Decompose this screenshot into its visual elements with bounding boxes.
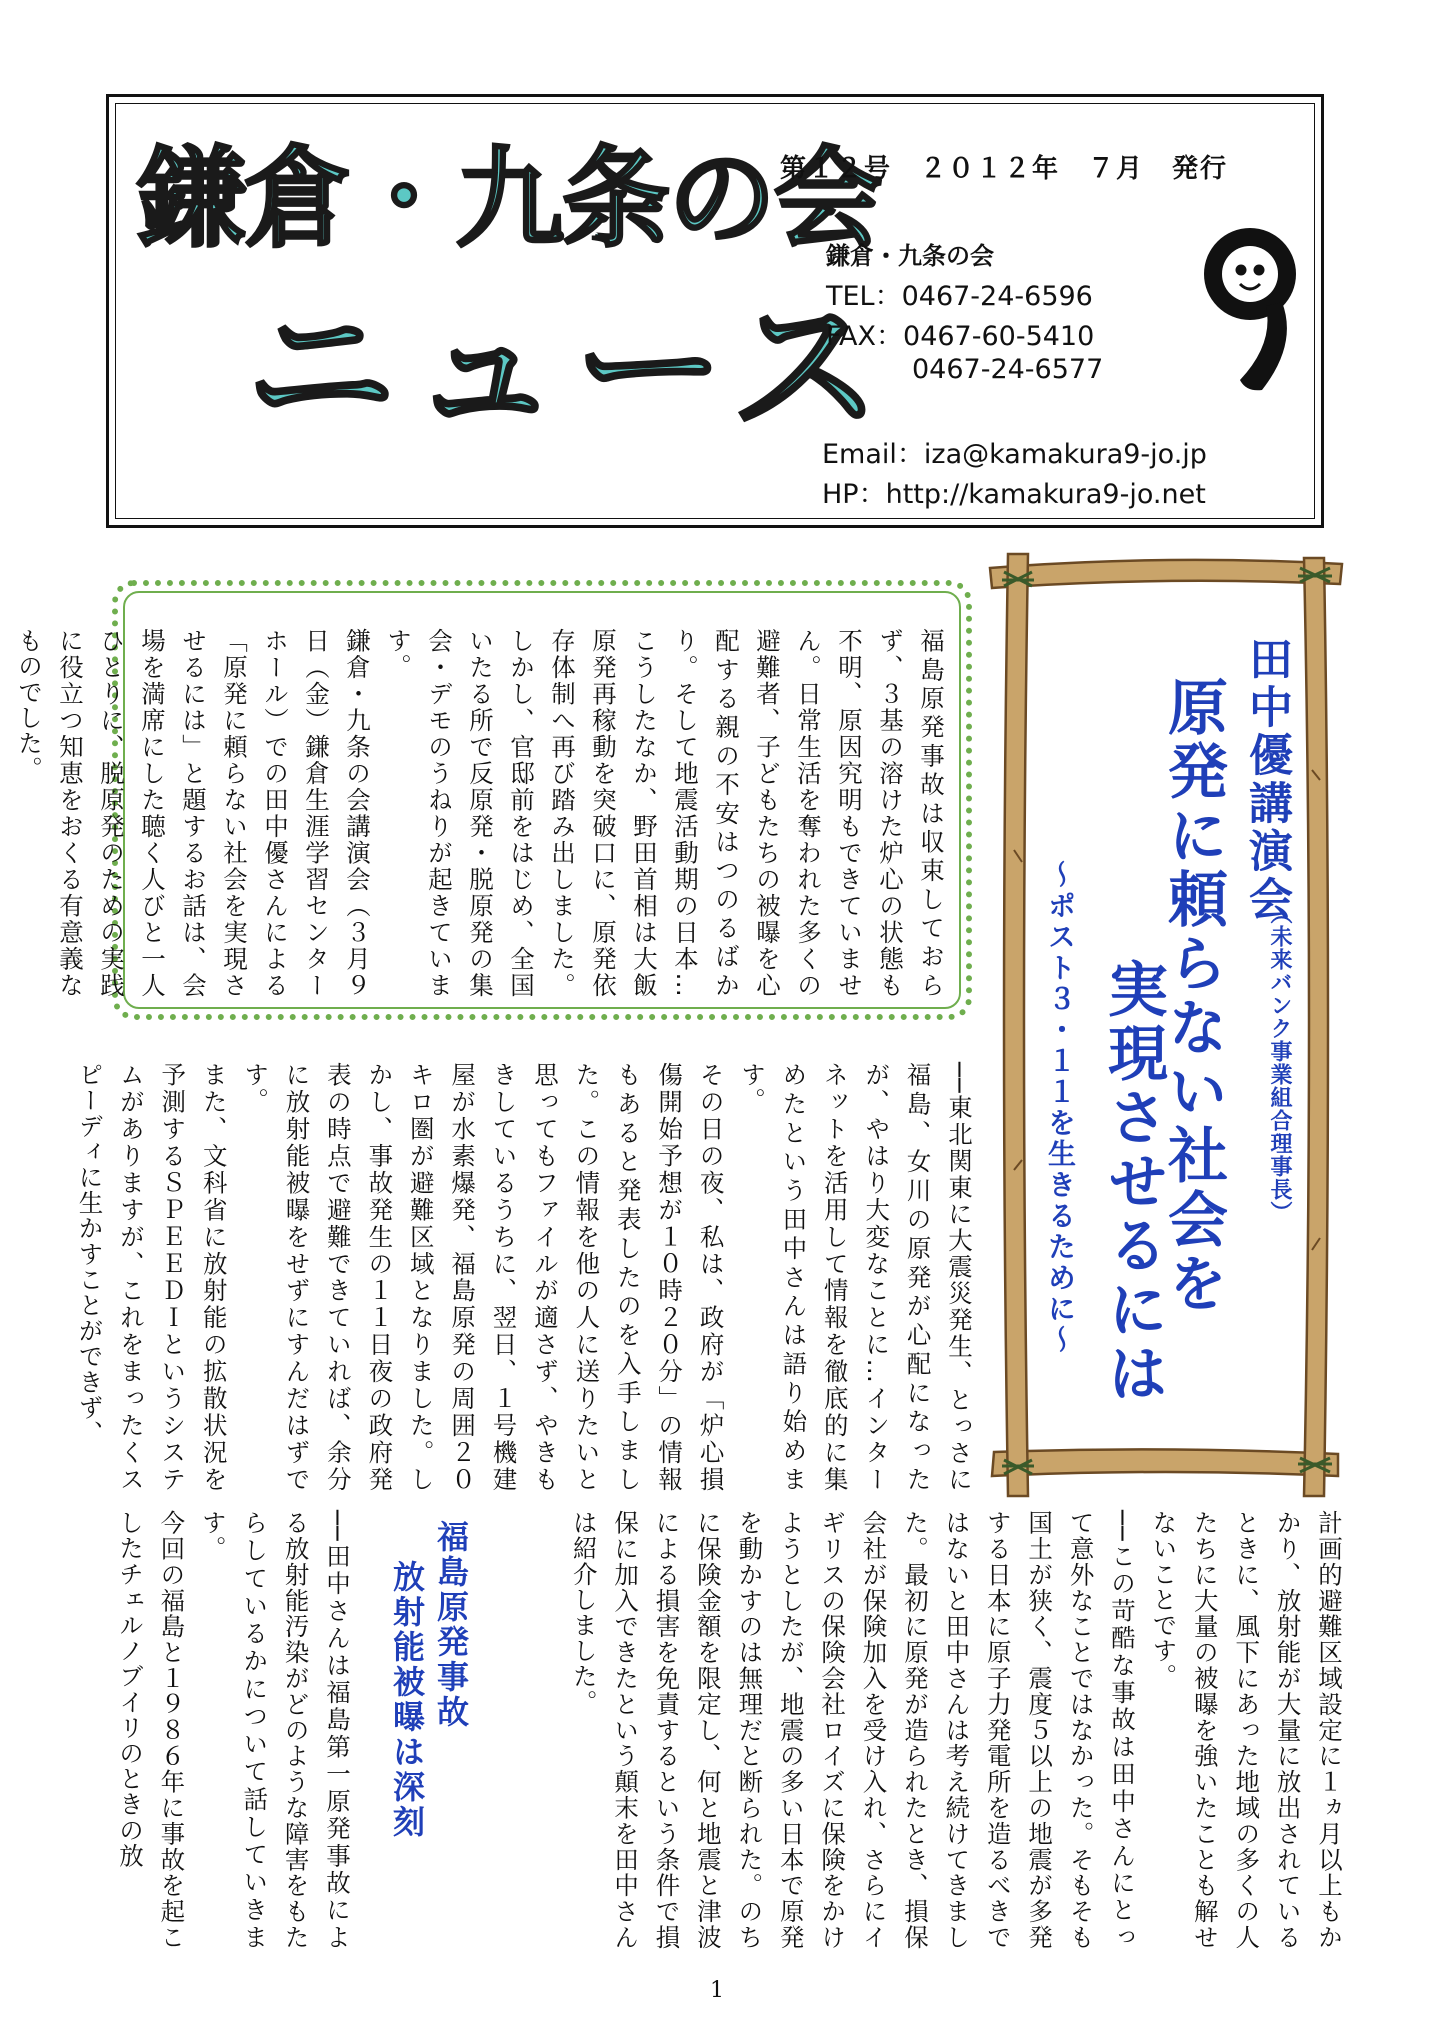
intro-text: 福島原発事故は収束しておらず、３基の溶けた炉心の状態も不明、原因究明もできていません。日常生活を奪われた多くの避難者、子どもたちの被曝を心配する親の不安はつのるばかり。そして地震活動期の日本…こうしたなか、野田首相は大飯原発再稼動を突破口に、原発依存体制へ再び踏み出しました。しかし、官邸前をはじめ、全国いたる所で反原発・脱原発の集会・デモのうねりが起きています。 鎌倉・九条の会講演会（３月９日（金）鎌倉生涯学習センターホール）での田中優さんによる「原発に頼らない社会を実現させるには」と題するお話は、会場を満席にした聴く人びと一人ひとりに、脱原発のための実践に役立つ知恵をおくる有意義なものでした。 (15, 628, 946, 998)
org-name: 鎌倉・九条の会 (826, 242, 994, 270)
newsletter-title: 鎌倉・九条の会 (138, 137, 881, 262)
speaker-affiliation: （未来バンク事業組合理事長） (1267, 902, 1292, 1224)
homepage-link[interactable]: HP：http://kamakura9-jo.net (822, 479, 1206, 510)
body-column-1: ──東北関東に大震災発生、とっさに福島、女川の原発が心配になったが、やはり大変なことに…インターネットを活用して情報を徹底的に集めたという田中さんは語り始めます。 その日の夜、私は、政府が「炉心損傷開始予想が１０時２０分」の情報もあると発表したのを入手しました。この情報を他の人に送りたいと思ってもファイルが適さず、やきもきしているうちに、翌日、１号機建屋が水素爆発、福島原発の周囲２０キロ圏が避難区域となりました。しかし、事故発生の１１日夜の政府発表の時点で避難できていれば、余分に放射能被曝をせずにすんだはずです。 また、文科省に放射能の拡散状況を予測するＳＰＥＥＤＩというシステムがありますが、これをまったくスピーディに生かすことができず、 (75, 1062, 974, 1492)
fax: FAX：0467-60-5410 (826, 321, 1095, 352)
newsletter-subtitle: ニュース (246, 282, 895, 456)
masthead (106, 94, 1324, 528)
body-column-3: ──田中さんは福島第一原発事故による放射能汚染がどのような障害をもたらしているかについて話していきます。 今回の福島と１９８６年に事故を起こしたチェルノブイリのときの放 (115, 1510, 352, 1950)
feature-title-line2: 実現させるには (1098, 958, 1168, 1406)
section-heading-line2: 放射能被曝は深刻 (388, 1560, 426, 1840)
lecture-speaker: 田中優講演会 (1241, 636, 1292, 924)
body-column-2: 計画的避難区域設定に１ヵ月以上もかかり、放射能が大量に放出されているときに、風下にあった地域の多くの人たちに大量の被曝を強いたことも解せないことです。 ──この苛酷な事故は田中さんにとって意外なことではなかった。そもそも国土が狭く、震度５以上の地震が多発する日本に原子力発電所を造るべきではないと田中さんは考え続けてきました。最初に原発が造られたとき、損保会社が保険加入を受け入れ、さらにイギリスの保険会社ロイズに保険をかけようとしたが、地震の多い日本で原発を動かすのは無理だと断られた。のちに保険金額を限定し、何と地震と津波による損害を免責するという条件で損保に加入できたという顛末を田中さんは紹介しました。 (569, 1510, 1344, 1950)
tel: TEL：0467-24-6596 (826, 281, 1093, 312)
issue-info: 第１２号 ２０１２年 ７月 発行 (780, 154, 1229, 184)
section-heading-line1: 福島原発事故 (432, 1520, 470, 1730)
fax-secondary: 0467-24-6577 (912, 354, 1104, 385)
email[interactable]: Email：iza@kamakura9-jo.jp (822, 439, 1207, 470)
masthead-inner-border (115, 103, 1315, 519)
feature-title-line1: 原発に頼らない社会を (1158, 676, 1228, 1316)
nine-mascot-icon (1196, 224, 1306, 394)
feature-subtitle: ～ポスト３・１１を生きるために～ (1044, 860, 1077, 1356)
page-number: 1 (710, 1978, 724, 2003)
